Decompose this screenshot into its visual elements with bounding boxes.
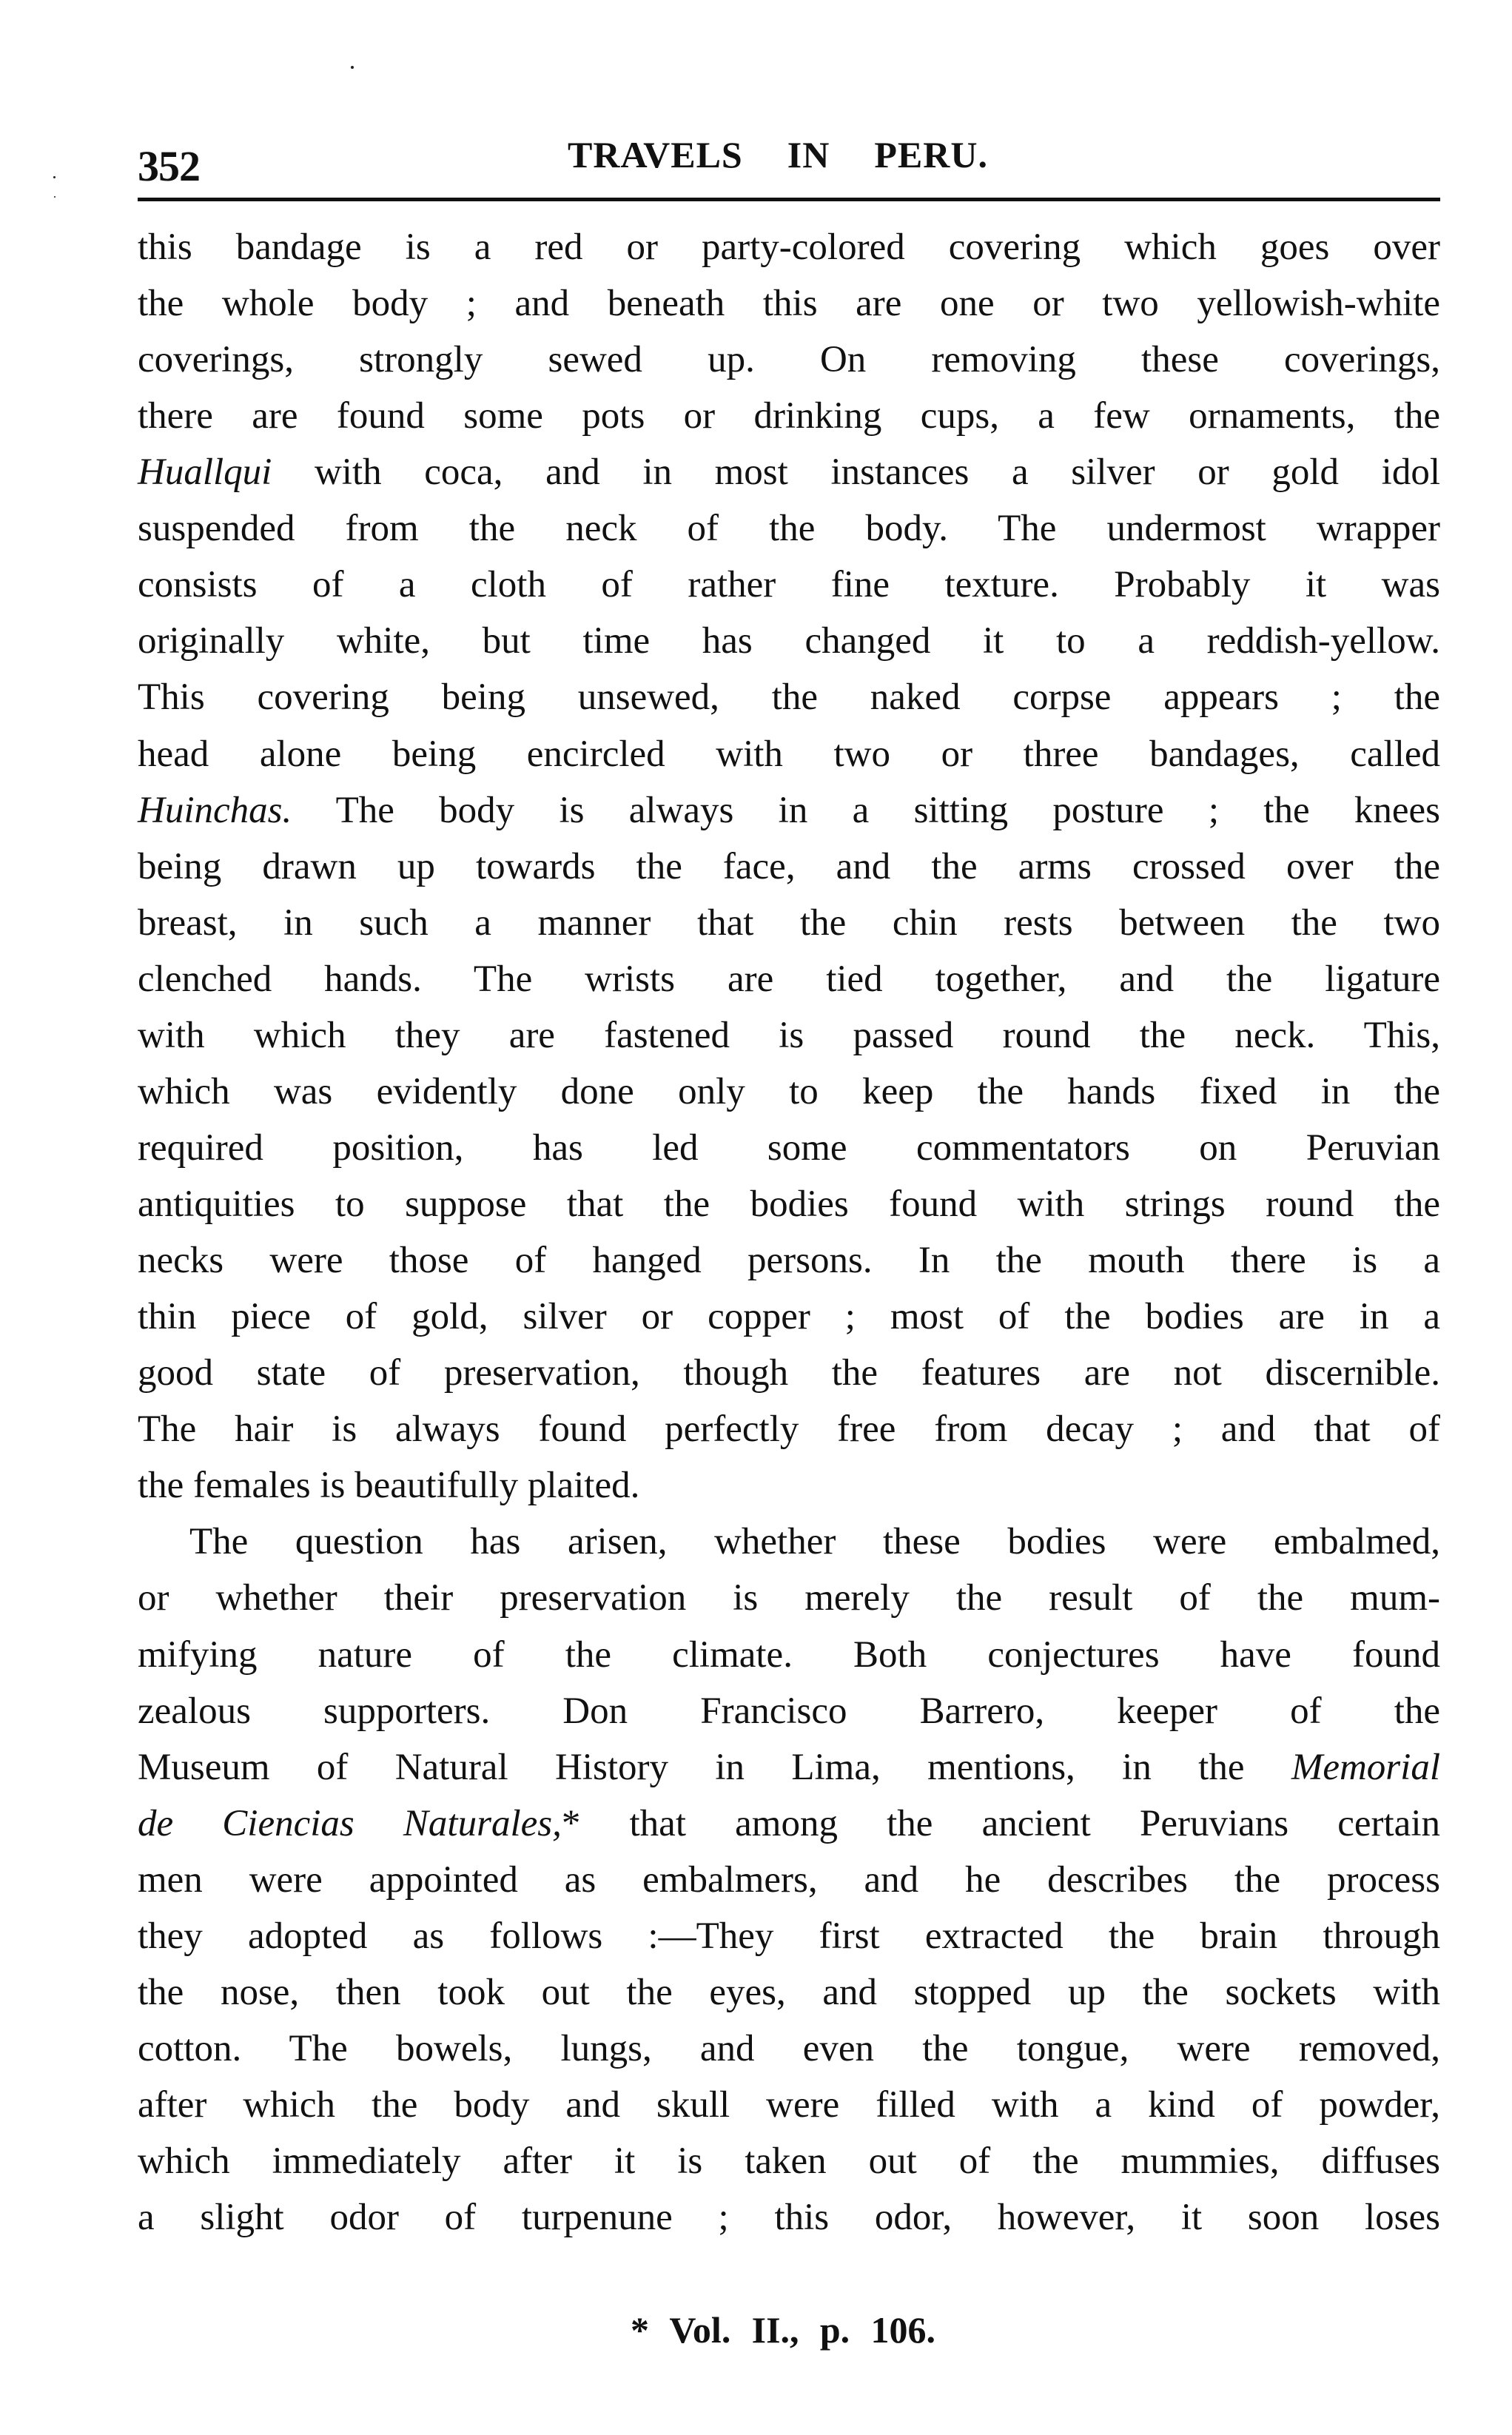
text-line <box>138 1176 1440 1232</box>
text-line <box>138 1796 1440 1852</box>
text-segment: breast, in such a manner that the chin rests between the two <box>138 901 1440 944</box>
text-line <box>189 1514 1440 1570</box>
text-segment: thin piece of gold, silver or copper ; most of the bodies are in a <box>138 1296 1440 1338</box>
text-line <box>138 275 1440 332</box>
text-segment: This covering being unsewed, the naked corpse appears ; the <box>138 676 1440 719</box>
text-line <box>138 1345 1440 1401</box>
text-segment: mifying nature of the climate. Both conjectures have found <box>138 1633 1440 1676</box>
text-segment: with coca, and in most instances a silver or gold idol <box>272 451 1440 494</box>
text-segment: consists of a cloth of rather fine texture. Probably it was <box>138 564 1440 606</box>
page-number: 352 <box>138 142 200 190</box>
text-line <box>138 726 1440 782</box>
scan-speck <box>351 66 354 69</box>
text-line <box>138 782 1440 839</box>
text-segment: The question has arisen, whether these bodies were embalmed, <box>189 1521 1440 1563</box>
text-line <box>138 895 1440 951</box>
text-line <box>138 2189 1440 2246</box>
text-line <box>138 1964 1440 2021</box>
scan-speck <box>53 176 56 178</box>
text-segment: they adopted as follows :—They first extracted the brain through <box>138 1915 1440 1957</box>
text-segment: zealous supporters. Don Francisco Barrero, keeper of the <box>138 1690 1440 1732</box>
text-segment: clenched hands. The wrists are tied together, and the ligature <box>138 958 1440 1000</box>
text-segment: head alone being encircled with two or three bandages, called <box>138 733 1440 775</box>
text-line <box>138 1570 1440 1626</box>
text-segment: * that among the ancient Peruvians certain <box>561 1802 1440 1844</box>
italic-term: Memorial <box>1291 1746 1440 1788</box>
italic-term: de Ciencias Naturales, <box>138 1802 562 1844</box>
header-rule <box>138 198 1440 201</box>
text-segment: the females is beautifully plaited. <box>138 1465 640 1507</box>
text-segment: necks were those of hanged persons. In the mouth there is a <box>138 1240 1440 1282</box>
text-segment: after which the body and skull were filled with a kind of powder, <box>138 2083 1440 2126</box>
text-segment: a slight odor of turpenune ; this odor, however, it soon loses <box>138 2197 1440 2239</box>
text-line <box>138 2077 1440 2133</box>
text-line <box>138 951 1440 1007</box>
text-line <box>138 613 1440 669</box>
text-line <box>138 1457 1440 1514</box>
scan-speck <box>54 196 56 198</box>
text-segment: The body is always in a sitting posture ; the knees <box>292 789 1440 831</box>
text-line <box>138 2021 1440 2077</box>
text-segment: good state of preservation, though the features are not discernible. <box>138 1352 1440 1394</box>
text-line <box>138 500 1440 557</box>
text-line <box>138 1401 1440 1457</box>
running-title: TRAVELS IN PERU. <box>568 134 988 175</box>
text-line <box>138 839 1440 895</box>
text-line <box>138 219 1440 275</box>
text-line <box>138 1007 1440 1064</box>
italic-term: Huallqui <box>138 451 272 494</box>
text-segment: men were appointed as embalmers, and he describes the process <box>138 1858 1440 1901</box>
text-line <box>138 1289 1440 1345</box>
text-segment: antiquities to suppose that the bodies found with strings round the <box>138 1183 1440 1226</box>
text-line <box>138 1683 1440 1739</box>
text-segment: originally white, but time has changed it to a reddish-yellow. <box>138 620 1440 662</box>
text-segment: required position, has led some commentators on Peruvian <box>138 1126 1440 1169</box>
text-segment: there are found some pots or drinking cups, a few ornaments, the <box>138 395 1440 437</box>
text-segment: which was evidently done only to keep the hands fixed in the <box>138 1070 1440 1112</box>
text-line <box>138 557 1440 613</box>
text-line <box>138 669 1440 725</box>
text-segment: this bandage is a red or party-colored covering which goes over <box>138 226 1440 268</box>
text-line <box>138 1232 1440 1289</box>
text-line <box>138 1064 1440 1120</box>
text-segment: suspended from the neck of the body. The undermost wrapper <box>138 508 1440 550</box>
text-line <box>138 388 1440 444</box>
text-line <box>138 1627 1440 1683</box>
text-segment: The hair is always found perfectly free from decay ; and that of <box>138 1408 1440 1451</box>
footnote: * Vol. II., p. 106. <box>631 2309 935 2351</box>
text-segment: being drawn up towards the face, and the arms crossed over the <box>138 845 1440 887</box>
text-segment: Museum of Natural History in Lima, mentions, in the <box>138 1746 1291 1788</box>
text-segment: with which they are fastened is passed round the neck. This, <box>138 1014 1440 1056</box>
text-line <box>138 332 1440 388</box>
text-segment: or whether their preservation is merely the result of the mum- <box>138 1577 1440 1619</box>
text-line <box>138 1739 1440 1796</box>
text-line <box>138 444 1440 500</box>
text-line <box>138 1908 1440 1964</box>
text-line <box>138 1120 1440 1176</box>
italic-term: Huinchas. <box>138 789 292 831</box>
text-segment: coverings, strongly sewed up. On removing these coverings, <box>138 339 1440 381</box>
text-line <box>138 1852 1440 1908</box>
text-segment: which immediately after it is taken out of the mummies, diffuses <box>138 2140 1440 2183</box>
text-segment: cotton. The bowels, lungs, and even the tongue, were removed, <box>138 2027 1440 2069</box>
text-segment: the nose, then took out the eyes, and stopped up the sockets with <box>138 1971 1440 2013</box>
text-line <box>138 2133 1440 2189</box>
text-segment: the whole body ; and beneath this are one or two yellowish-white <box>138 283 1440 325</box>
